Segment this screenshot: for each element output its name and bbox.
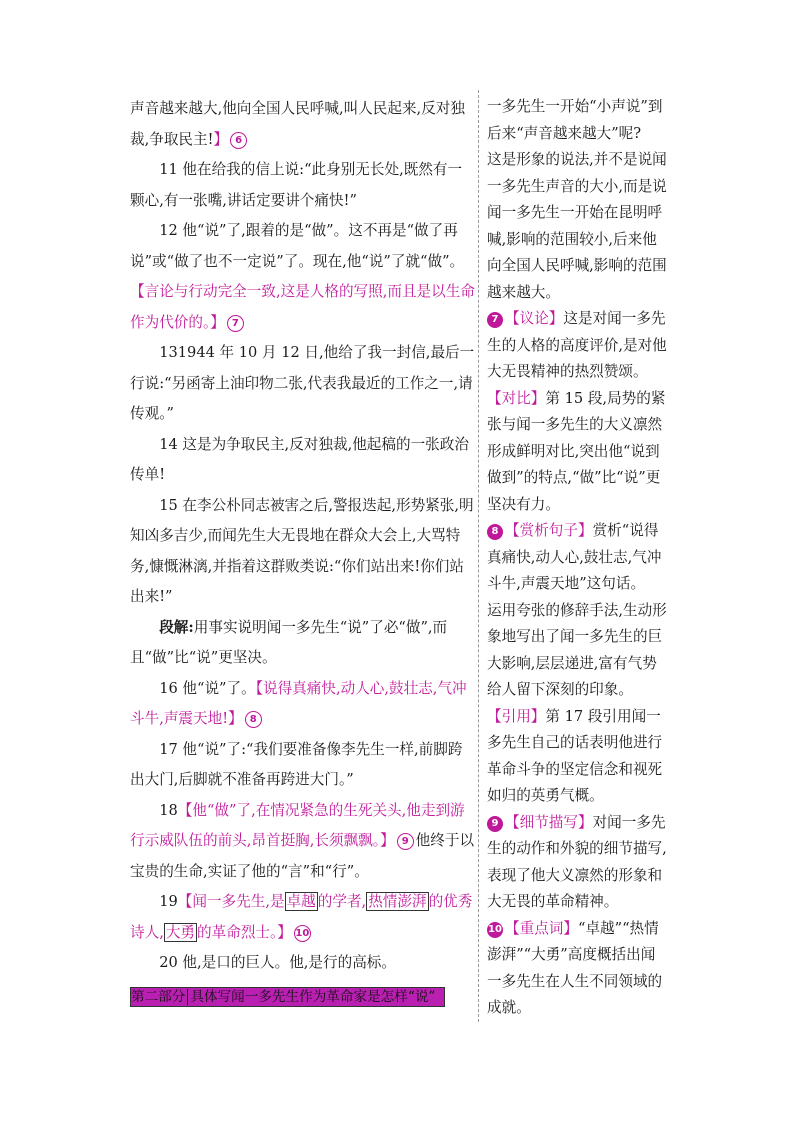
- note-marker-6[interactable]: 6: [230, 132, 247, 149]
- quote-tag: 【引用】: [487, 707, 546, 725]
- keyword-zhuoyue: 卓越: [286, 893, 316, 910]
- paragraph-11: 11 他在给我的信上说:“此身别无长处,既然有一颗心,有一张嘴,讲话定要讲个痛快!”: [130, 161, 463, 209]
- note-marker-8[interactable]: 8: [245, 711, 262, 728]
- paragraph-18: 18【他“做”了,在情况紧急的生死关头,他走到游行示威队伍的前头,昂首挺胸,长须飘飘。】 9 他终于以宝贵的生命,实证了他的“言”和“行”。: [130, 801, 475, 880]
- note-marker-10[interactable]: 10: [294, 925, 311, 942]
- paragraph-19: 19【闻一多先生,是 卓越 的学者, 热情澎湃 的优秀诗人, 大勇 的革命烈士。】 10: [130, 893, 473, 941]
- section-title: 具体写闻一多先生作为革命家是怎样“说”: [190, 988, 436, 1005]
- contrast-tag: 【对比】: [487, 389, 546, 407]
- note-8-answer: 运用夸张的修辞手法,生动形象地写出了闻一多先生的巨大影响,层层递进,富有气势给人留下深刻的印象。: [487, 601, 667, 698]
- paragraph-16: 16 他“说”了。【说得真痛快,动人心,鼓壮志,气冲斗牛,声震天地!】 8: [130, 679, 467, 727]
- question-text: 一多先生一开始“小声说”到后来“声音越来越大”呢?: [487, 98, 663, 142]
- note-7: 7 【议论】这是对闻一多先生的人格的高度评价,是对他大无畏精神的热烈赞颂。: [487, 310, 667, 380]
- note-9-badge: 9: [487, 816, 503, 832]
- section-banner: [130, 987, 445, 1007]
- annotation-column: [487, 94, 669, 1022]
- note-8: 8 【赏析句子】赏析“说得真痛快,动人心,鼓壮志,气冲斗牛,声震天地”这句话。: [487, 522, 662, 592]
- note-marker-9[interactable]: 9: [397, 833, 414, 850]
- note-marker-7[interactable]: 7: [227, 315, 244, 332]
- note-9-tag: 【细节描写】: [505, 813, 593, 831]
- note-8-tag: 【赏析句子】: [505, 522, 593, 539]
- paragraph-12: 12 他“说”了,跟着的是“做”。这不再是“做了再说”或“做了也不一定说”了。现在,他“说”了就“做”。【言论与行动完全一致,这是人格的写照,而且是以生命作为代价的。】 7: [130, 222, 475, 331]
- note-10-badge: 10: [487, 922, 503, 938]
- note-10: 10 【重点词】“卓越”“热情澎湃”“大勇”高度概括出闻一多先生在人生不同领域的成就。: [487, 919, 663, 1016]
- column-divider: [478, 90, 479, 1022]
- paragraph-20: 20 他,是口的巨人。他,是行的高标。: [159, 954, 396, 971]
- answer-text: 这是形象的说法,并不是说闻一多先生声音的大小,而是说闻一多先生一开始在昆明呼喊,影响的范围较小,后来他向全国人民呼喊,影响的范围越来越大。: [487, 151, 667, 301]
- note-contrast: 【对比】第 15 段,局势的紧张与闻一多先生的大义凛然形成鲜明对比,突出他“说到做到”的特点,“做”比“说”更坚决有力。: [487, 389, 666, 513]
- main-text-column: [130, 94, 475, 1007]
- paragraph-14: 14 这是为争取民主,反对独裁,他起稿的一张政治传单!: [130, 435, 469, 483]
- note-10-tag: 【重点词】: [505, 919, 578, 937]
- keyword-reqing-pengpai: 热情澎湃: [368, 893, 427, 910]
- paragraph-13: 131944 年 10 月 12 日,他给了我一封信,最后一行说:“另函寄上油印物二张,代表我最近的工作之一,请传观。”: [130, 344, 475, 422]
- paragraph-17: 17 他“说”了:“我们要准备像李先生一样,前脚跨出大门,后脚就不准备再跨进大门。”: [130, 740, 463, 788]
- note-8-badge: 8: [487, 524, 503, 540]
- note-7-badge: 7: [487, 312, 503, 328]
- duanjie-label: 段解:: [159, 618, 194, 636]
- note-9: 9 【细节描写】对闻一多先生的动作和外貌的细节描写,表现了他大义凛然的形象和大无畏的革命精神。: [487, 813, 667, 910]
- note-quote: 【引用】第 17 段引用闻一多先生自己的话表明他进行革命斗争的坚定信念和视死如归的英勇气概。: [487, 707, 663, 804]
- note-7-tag: 【议论】: [505, 310, 564, 327]
- section-label: 第二部分: [131, 988, 186, 1005]
- paragraph-explanation: 段解:用事实说明闻一多先生“说”了必“做”,而且“做”比“说”更坚决。: [130, 618, 448, 666]
- paragraph-10-end: 声音越来越大,他向全国人民呼喊,叫人民起来,反对独裁,争取民主!】 6: [130, 100, 465, 148]
- paragraph-15: 15 在李公朴同志被害之后,警报迭起,形势紧张,明知凶多吉少,而闻先生大无畏地在群众大会上,大骂特务,慷慨淋漓,并指着这群败类说:“你们站出来!你们站出来!”: [130, 496, 474, 605]
- keyword-dayong: 大勇: [165, 923, 196, 941]
